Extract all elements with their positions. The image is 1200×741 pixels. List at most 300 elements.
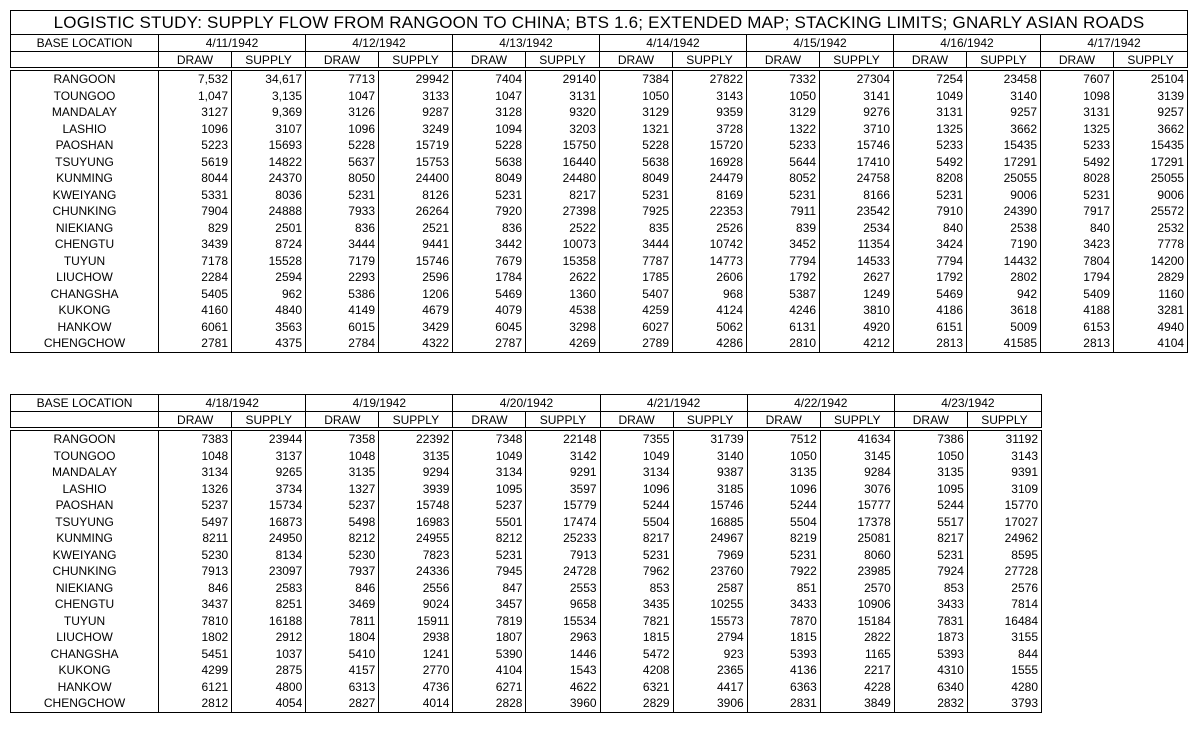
- draw-value: 5231: [453, 187, 526, 204]
- supply-value: 10255: [673, 596, 747, 613]
- draw-value: 7870: [747, 613, 820, 630]
- supply-value: 1555: [967, 662, 1041, 679]
- draw-value: 8212: [453, 530, 526, 547]
- draw-value: 5231: [306, 187, 379, 204]
- draw-value: 847: [453, 580, 526, 597]
- supply-value: 9391: [967, 464, 1041, 481]
- supply-value: 3728: [673, 121, 747, 138]
- supply-value: 24479: [673, 170, 747, 187]
- supply-value: 3429: [379, 319, 453, 336]
- supply-value: 41585: [967, 335, 1041, 352]
- supply-value: 7190: [967, 236, 1041, 253]
- supply-value: 15734: [232, 497, 306, 514]
- table-row: [11, 121, 1188, 138]
- draw-value: 5498: [306, 514, 379, 531]
- draw-value: 7384: [600, 71, 673, 88]
- supply-value: 2802: [967, 269, 1041, 286]
- supply-value: 3249: [379, 121, 453, 138]
- draw-header: DRAW: [306, 412, 379, 428]
- draw-value: 5237: [159, 497, 232, 514]
- draw-value: 5231: [747, 187, 820, 204]
- draw-value: 1049: [453, 448, 526, 465]
- draw-value: 7821: [600, 613, 673, 630]
- supply-value: 3135: [379, 448, 453, 465]
- draw-value: 6313: [306, 679, 379, 696]
- draw-value: 1049: [894, 88, 967, 105]
- supply-value: 1165: [820, 646, 894, 663]
- location-name: TSUYUNG: [11, 514, 159, 531]
- location-name: CHENGTU: [11, 596, 159, 613]
- draw-value: 8052: [747, 170, 820, 187]
- draw-value: 4208: [600, 662, 673, 679]
- table-row: [11, 71, 1188, 88]
- table-row: [11, 662, 1042, 679]
- supply-value: 3140: [673, 448, 747, 465]
- base-location-header: BASE LOCATION: [11, 35, 159, 52]
- supply-value: 1241: [379, 646, 453, 663]
- supply-value: 23542: [820, 203, 894, 220]
- supply-value: 923: [673, 646, 747, 663]
- draw-value: 7945: [453, 563, 526, 580]
- supply-value: 8134: [232, 547, 306, 564]
- draw-value: 4259: [600, 302, 673, 319]
- supply-value: 17291: [967, 154, 1041, 171]
- table-row: [11, 596, 1042, 613]
- draw-value: 2284: [159, 269, 232, 286]
- draw-value: 8212: [306, 530, 379, 547]
- supply-value: 8169: [673, 187, 747, 204]
- draw-value: 5393: [894, 646, 967, 663]
- draw-header: DRAW: [1041, 52, 1114, 68]
- draw-value: 3423: [1041, 236, 1114, 253]
- supply-value: 4212: [820, 335, 894, 352]
- location-name: HANKOW: [11, 679, 159, 696]
- draw-value: 6131: [747, 319, 820, 336]
- draw-value: 4246: [747, 302, 820, 319]
- draw-value: 4104: [453, 662, 526, 679]
- draw-value: 1095: [894, 481, 967, 498]
- draw-value: 7904: [159, 203, 232, 220]
- supply-value: 2963: [526, 629, 600, 646]
- draw-value: 853: [894, 580, 967, 597]
- blank-header-cell: [11, 412, 159, 428]
- supply-value: 3143: [673, 88, 747, 105]
- supply-value: 24758: [820, 170, 894, 187]
- table-row: [11, 613, 1042, 630]
- draw-value: 5237: [306, 497, 379, 514]
- supply-value: 16873: [232, 514, 306, 531]
- draw-value: 1325: [1041, 121, 1114, 138]
- supply-value: 3810: [820, 302, 894, 319]
- table-row: [11, 563, 1042, 580]
- draw-header: DRAW: [159, 412, 232, 428]
- table-row: [11, 104, 1188, 121]
- supply-value: 8036: [232, 187, 306, 204]
- draw-value: 5231: [600, 547, 673, 564]
- draw-value: 3135: [306, 464, 379, 481]
- supply-value: 27304: [820, 71, 894, 88]
- supply-value: 2912: [232, 629, 306, 646]
- draw-value: 3469: [306, 596, 379, 613]
- draw-value: 5637: [306, 154, 379, 171]
- draw-value: 6015: [306, 319, 379, 336]
- supply-value: 24950: [232, 530, 306, 547]
- supply-header: SUPPLY: [673, 412, 747, 428]
- draw-value: 8219: [747, 530, 820, 547]
- draw-value: 5231: [894, 187, 967, 204]
- supply-value: 7778: [1114, 236, 1188, 253]
- location-name: KUNMING: [11, 530, 159, 547]
- draw-value: 2293: [306, 269, 379, 286]
- supply-value: 15746: [820, 137, 894, 154]
- draw-value: 1047: [453, 88, 526, 105]
- supply-value: 15746: [379, 253, 453, 270]
- table-row: [11, 431, 1042, 448]
- supply-value: 8166: [820, 187, 894, 204]
- draw-value: 5504: [747, 514, 820, 531]
- draw-value: 5644: [747, 154, 820, 171]
- draw-value: 1048: [306, 448, 379, 465]
- supply-value: 3133: [379, 88, 453, 105]
- supply-value: 15719: [379, 137, 453, 154]
- supply-value: 25104: [1114, 71, 1188, 88]
- table-row: [11, 302, 1188, 319]
- draw-value: 5231: [894, 547, 967, 564]
- draw-value: 3424: [894, 236, 967, 253]
- date-header: 4/14/1942: [600, 35, 747, 52]
- supply-value: 4286: [673, 335, 747, 352]
- draw-value: 6045: [453, 319, 526, 336]
- draw-value: 5231: [453, 547, 526, 564]
- supply-value: 2596: [379, 269, 453, 286]
- draw-value: 7937: [306, 563, 379, 580]
- draw-value: 4186: [894, 302, 967, 319]
- draw-value: 1794: [1041, 269, 1114, 286]
- date-header: 4/19/1942: [306, 395, 453, 412]
- location-name: CHENGCHOW: [11, 335, 159, 352]
- draw-value: 829: [159, 220, 232, 237]
- supply-value: 3563: [232, 319, 306, 336]
- supply-value: 3143: [967, 448, 1041, 465]
- supply-value: 10742: [673, 236, 747, 253]
- draw-value: 846: [306, 580, 379, 597]
- draw-value: 3452: [747, 236, 820, 253]
- supply-value: 16983: [379, 514, 453, 531]
- location-name: CHUNKING: [11, 203, 159, 220]
- location-name: KWEIYANG: [11, 547, 159, 564]
- supply-value: 2538: [967, 220, 1041, 237]
- supply-value: 3298: [526, 319, 600, 336]
- supply-value: 9257: [1114, 104, 1188, 121]
- supply-value: 2875: [232, 662, 306, 679]
- supply-value: 7814: [967, 596, 1041, 613]
- supply-value: 15779: [526, 497, 600, 514]
- supply-value: 8251: [232, 596, 306, 613]
- draw-value: 7348: [453, 431, 526, 448]
- draw-value: 4136: [747, 662, 820, 679]
- draw-value: 4310: [894, 662, 967, 679]
- location-name: KUNMING: [11, 170, 159, 187]
- location-name: NIEKIANG: [11, 580, 159, 597]
- draw-value: 5409: [1041, 286, 1114, 303]
- draw-value: 5386: [306, 286, 379, 303]
- supply-header: SUPPLY: [232, 412, 306, 428]
- location-name: TUYUN: [11, 613, 159, 630]
- draw-value: 7713: [306, 71, 379, 88]
- date-header: 4/23/1942: [894, 395, 1041, 412]
- draw-value: 1807: [453, 629, 526, 646]
- supply-value: 2553: [526, 580, 600, 597]
- table-row: [11, 203, 1188, 220]
- supply-value: 9006: [1114, 187, 1188, 204]
- supply-value: 9024: [379, 596, 453, 613]
- supply-value: 27728: [967, 563, 1041, 580]
- draw-value: 5501: [453, 514, 526, 531]
- supply-value: 4124: [673, 302, 747, 319]
- draw-value: 7920: [453, 203, 526, 220]
- supply-value: 2217: [820, 662, 894, 679]
- table-row: [11, 580, 1042, 597]
- supply-value: 25055: [967, 170, 1041, 187]
- supply-value: 22148: [526, 431, 600, 448]
- supply-value: 16188: [232, 613, 306, 630]
- draw-value: 5492: [894, 154, 967, 171]
- supply-value: 4375: [232, 335, 306, 352]
- draw-value: 1096: [306, 121, 379, 138]
- draw-value: 7679: [453, 253, 526, 270]
- draw-value: 8049: [600, 170, 673, 187]
- supply-value: 24480: [526, 170, 600, 187]
- supply-value: 23760: [673, 563, 747, 580]
- supply-value: 4228: [820, 679, 894, 696]
- supply-value: 24336: [379, 563, 453, 580]
- location-name: PAOSHAN: [11, 497, 159, 514]
- draw-value: 2787: [453, 335, 526, 352]
- location-name: TOUNGOO: [11, 448, 159, 465]
- draw-value: 1050: [600, 88, 673, 105]
- supply-value: 1037: [232, 646, 306, 663]
- draw-value: 5228: [306, 137, 379, 154]
- supply-value: 15748: [379, 497, 453, 514]
- table-row: [11, 286, 1188, 303]
- table-row: [11, 236, 1188, 253]
- draw-value: 7355: [600, 431, 673, 448]
- draw-value: 5638: [453, 154, 526, 171]
- supply-value: 4622: [526, 679, 600, 696]
- location-name: KWEIYANG: [11, 187, 159, 204]
- supply-header: SUPPLY: [820, 52, 894, 68]
- supply-value: 14822: [232, 154, 306, 171]
- draw-value: 1802: [159, 629, 232, 646]
- supply-value: 15435: [967, 137, 1041, 154]
- date-header: 4/22/1942: [747, 395, 894, 412]
- draw-header: DRAW: [747, 412, 820, 428]
- location-name: TUYUN: [11, 253, 159, 270]
- draw-value: 7922: [747, 563, 820, 580]
- supply-value: 9,369: [232, 104, 306, 121]
- draw-value: 2828: [453, 695, 526, 712]
- draw-value: 6340: [894, 679, 967, 696]
- table-row: [11, 514, 1042, 531]
- draw-value: 5230: [306, 547, 379, 564]
- draw-value: 1804: [306, 629, 379, 646]
- draw-value: 4160: [159, 302, 232, 319]
- draw-value: 5231: [747, 547, 820, 564]
- supply-value: 4280: [967, 679, 1041, 696]
- supply-value: 3139: [1114, 88, 1188, 105]
- table-row: [11, 170, 1188, 187]
- supply-value: 4538: [526, 302, 600, 319]
- supply-value: 3734: [232, 481, 306, 498]
- table-row: [11, 629, 1042, 646]
- draw-value: 5451: [159, 646, 232, 663]
- draw-value: 2810: [747, 335, 820, 352]
- supply-value: 25572: [1114, 203, 1188, 220]
- supply-value: 24955: [379, 530, 453, 547]
- table-row: [11, 335, 1188, 352]
- supply-value: 14773: [673, 253, 747, 270]
- supply-value: 9276: [820, 104, 894, 121]
- supply-value: 5009: [967, 319, 1041, 336]
- supply-value: 24967: [673, 530, 747, 547]
- table-row: [11, 154, 1188, 171]
- draw-value: 7386: [894, 431, 967, 448]
- draw-value: 5223: [159, 137, 232, 154]
- date-header: 4/16/1942: [894, 35, 1041, 52]
- blank-header-cell: [11, 52, 159, 68]
- draw-value: 6121: [159, 679, 232, 696]
- supply-value: 3137: [232, 448, 306, 465]
- draw-value: 1325: [894, 121, 967, 138]
- draw-value: 1,047: [159, 88, 232, 105]
- base-location-header: BASE LOCATION: [11, 395, 159, 412]
- draw-header: DRAW: [453, 52, 526, 68]
- draw-value: 3135: [747, 464, 820, 481]
- supply-value: 2627: [820, 269, 894, 286]
- draw-value: 8217: [600, 530, 673, 547]
- table-row: [11, 530, 1042, 547]
- draw-value: 5472: [600, 646, 673, 663]
- supply-value: 4269: [526, 335, 600, 352]
- supply-value: 15573: [673, 613, 747, 630]
- draw-value: 8044: [159, 170, 232, 187]
- supply-value: 25081: [820, 530, 894, 547]
- draw-value: 836: [453, 220, 526, 237]
- draw-value: 1873: [894, 629, 967, 646]
- draw-value: 2789: [600, 335, 673, 352]
- supply-value: 3960: [526, 695, 600, 712]
- supply-value: 4800: [232, 679, 306, 696]
- draw-value: 5331: [159, 187, 232, 204]
- supply-value: 15693: [232, 137, 306, 154]
- supply-value: 3076: [820, 481, 894, 498]
- draw-value: 3433: [747, 596, 820, 613]
- draw-value: 1327: [306, 481, 379, 498]
- draw-value: 5230: [159, 547, 232, 564]
- supply-value: 4322: [379, 335, 453, 352]
- supply-value: 15753: [379, 154, 453, 171]
- draw-value: 846: [159, 580, 232, 597]
- supply-value: 4736: [379, 679, 453, 696]
- supply-value: 24390: [967, 203, 1041, 220]
- draw-value: 1050: [894, 448, 967, 465]
- draw-value: 5233: [894, 137, 967, 154]
- supply-value: 31739: [673, 431, 747, 448]
- draw-value: 4188: [1041, 302, 1114, 319]
- draw-header: DRAW: [453, 412, 526, 428]
- supply-value: 3662: [1114, 121, 1188, 138]
- draw-value: 8217: [894, 530, 967, 547]
- date-header: 4/12/1942: [306, 35, 453, 52]
- draw-value: 5237: [453, 497, 526, 514]
- supply-value: 3155: [967, 629, 1041, 646]
- location-name: LASHIO: [11, 121, 159, 138]
- location-name: KUKONG: [11, 662, 159, 679]
- supply-value: 2770: [379, 662, 453, 679]
- draw-value: 5387: [747, 286, 820, 303]
- draw-value: 3131: [894, 104, 967, 121]
- supply-value: 3142: [526, 448, 600, 465]
- table-row: [11, 88, 1188, 105]
- draw-value: 5405: [159, 286, 232, 303]
- draw-value: 2813: [1041, 335, 1114, 352]
- supply-value: 9359: [673, 104, 747, 121]
- supply-value: 3793: [967, 695, 1041, 712]
- draw-value: 5231: [600, 187, 673, 204]
- draw-value: 7804: [1041, 253, 1114, 270]
- draw-value: 1321: [600, 121, 673, 138]
- supply-value: 2570: [820, 580, 894, 597]
- draw-value: 840: [894, 220, 967, 237]
- draw-value: 5504: [600, 514, 673, 531]
- supply-value: 7823: [379, 547, 453, 564]
- draw-value: 1326: [159, 481, 232, 498]
- supply-value: 4679: [379, 302, 453, 319]
- draw-value: 5228: [453, 137, 526, 154]
- location-name: RANGOON: [11, 71, 159, 88]
- supply-value: 7913: [526, 547, 600, 564]
- supply-value: 8217: [526, 187, 600, 204]
- supply-value: 4940: [1114, 319, 1188, 336]
- supply-value: 24370: [232, 170, 306, 187]
- draw-value: 836: [306, 220, 379, 237]
- draw-value: 6061: [159, 319, 232, 336]
- table-row: [11, 481, 1042, 498]
- supply-value: 3710: [820, 121, 894, 138]
- draw-value: 7332: [747, 71, 820, 88]
- draw-value: 2781: [159, 335, 232, 352]
- draw-value: 4079: [453, 302, 526, 319]
- table-row: [11, 448, 1042, 465]
- supply-value: 2365: [673, 662, 747, 679]
- supply-value: 23458: [967, 71, 1041, 88]
- supply-value: 23944: [232, 431, 306, 448]
- draw-value: 8049: [453, 170, 526, 187]
- supply-header: SUPPLY: [1114, 52, 1188, 68]
- supply-value: 24728: [526, 563, 600, 580]
- title-row: [11, 11, 1188, 35]
- supply-value: 27822: [673, 71, 747, 88]
- draw-value: 2784: [306, 335, 379, 352]
- supply-value: 2521: [379, 220, 453, 237]
- location-name: NIEKIANG: [11, 220, 159, 237]
- supply-value: 2587: [673, 580, 747, 597]
- draw-value: 4157: [306, 662, 379, 679]
- supply-value: 8724: [232, 236, 306, 253]
- supply-value: 3,135: [232, 88, 306, 105]
- location-name: RANGOON: [11, 431, 159, 448]
- supply-value: 1206: [379, 286, 453, 303]
